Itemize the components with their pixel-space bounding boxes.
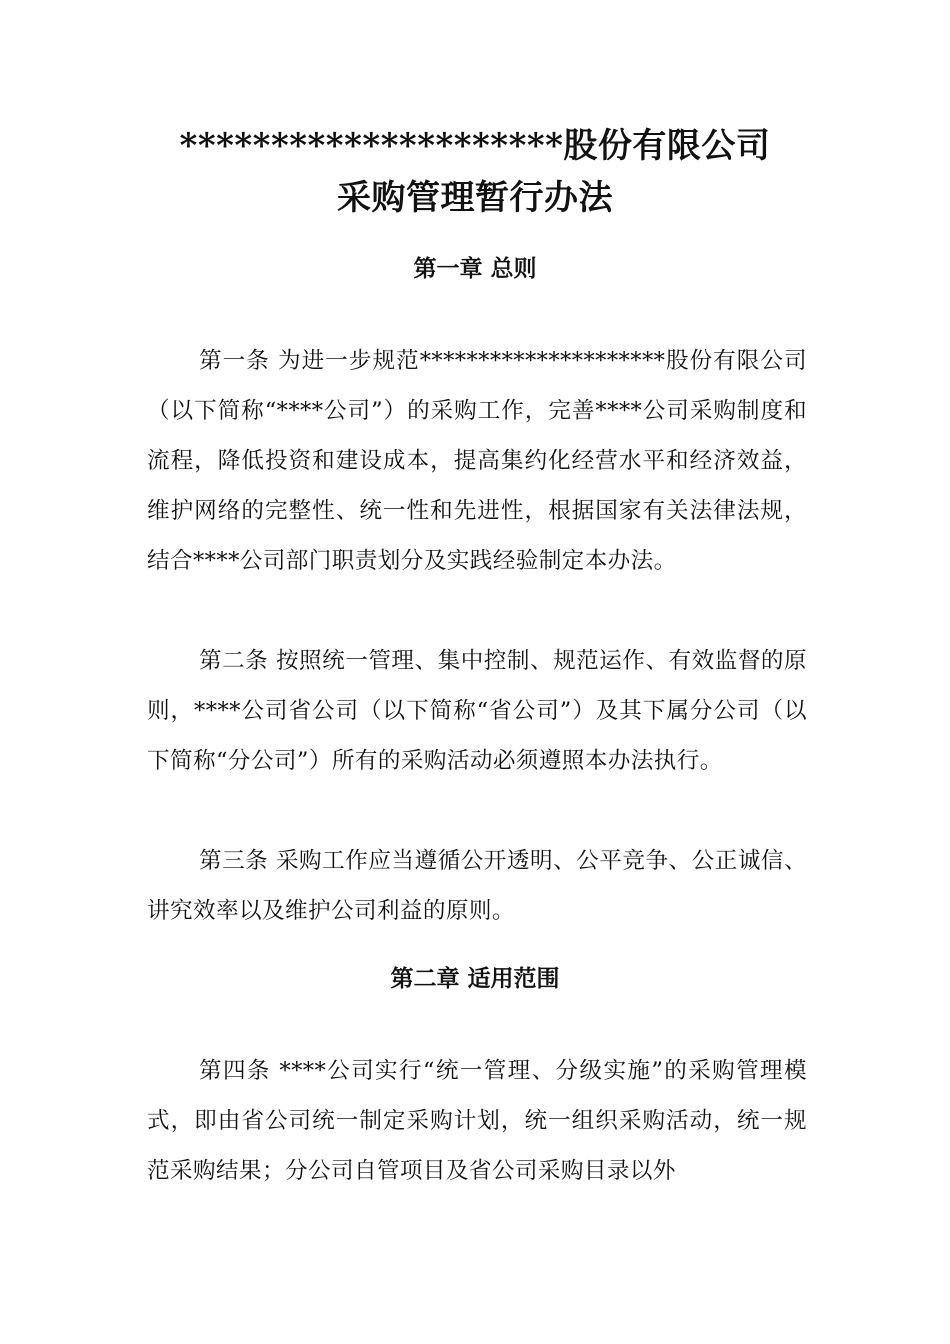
chapter-heading-general: 第一章 总则	[413, 256, 537, 282]
article-4-paragraph: 第四条 ****公司实行“统一管理、分级实施”的采购管理模式，即由省公司统一制定采购计划，统一组织采购活动，统一规范采购结果；分公司自管项目及省公司采购目录以外	[147, 1058, 807, 1184]
article-1-paragraph: 第一条 为进一步规范*********************股份有限公司（以下简称“****公司”）的采购工作，完善****公司采购制度和流程，降低投资和建设成本，提高集约化经营水平和经济效益，维护网络的完整性、统一性和先进性，根据国家有关法律法规，结合****公司部门职责划分及实践经验制定本办法。	[147, 348, 807, 574]
document-title-regulation: 采购管理暂行办法	[337, 178, 613, 218]
article-3-paragraph: 第三条 采购工作应当遵循公开透明、公平竞争、公正诚信、讲究效率以及维护公司利益的原则。	[147, 848, 807, 924]
chapter-heading-scope: 第二章 适用范围	[390, 966, 560, 992]
document-title-company: *********************股份有限公司	[179, 126, 771, 166]
article-2-paragraph: 第二条 按照统一管理、集中控制、规范运作、有效监督的原则，****公司省公司（以下简称“省公司”）及其下属分公司（以下简称“分公司”）所有的采购活动必须遵照本办法执行。	[147, 648, 807, 774]
